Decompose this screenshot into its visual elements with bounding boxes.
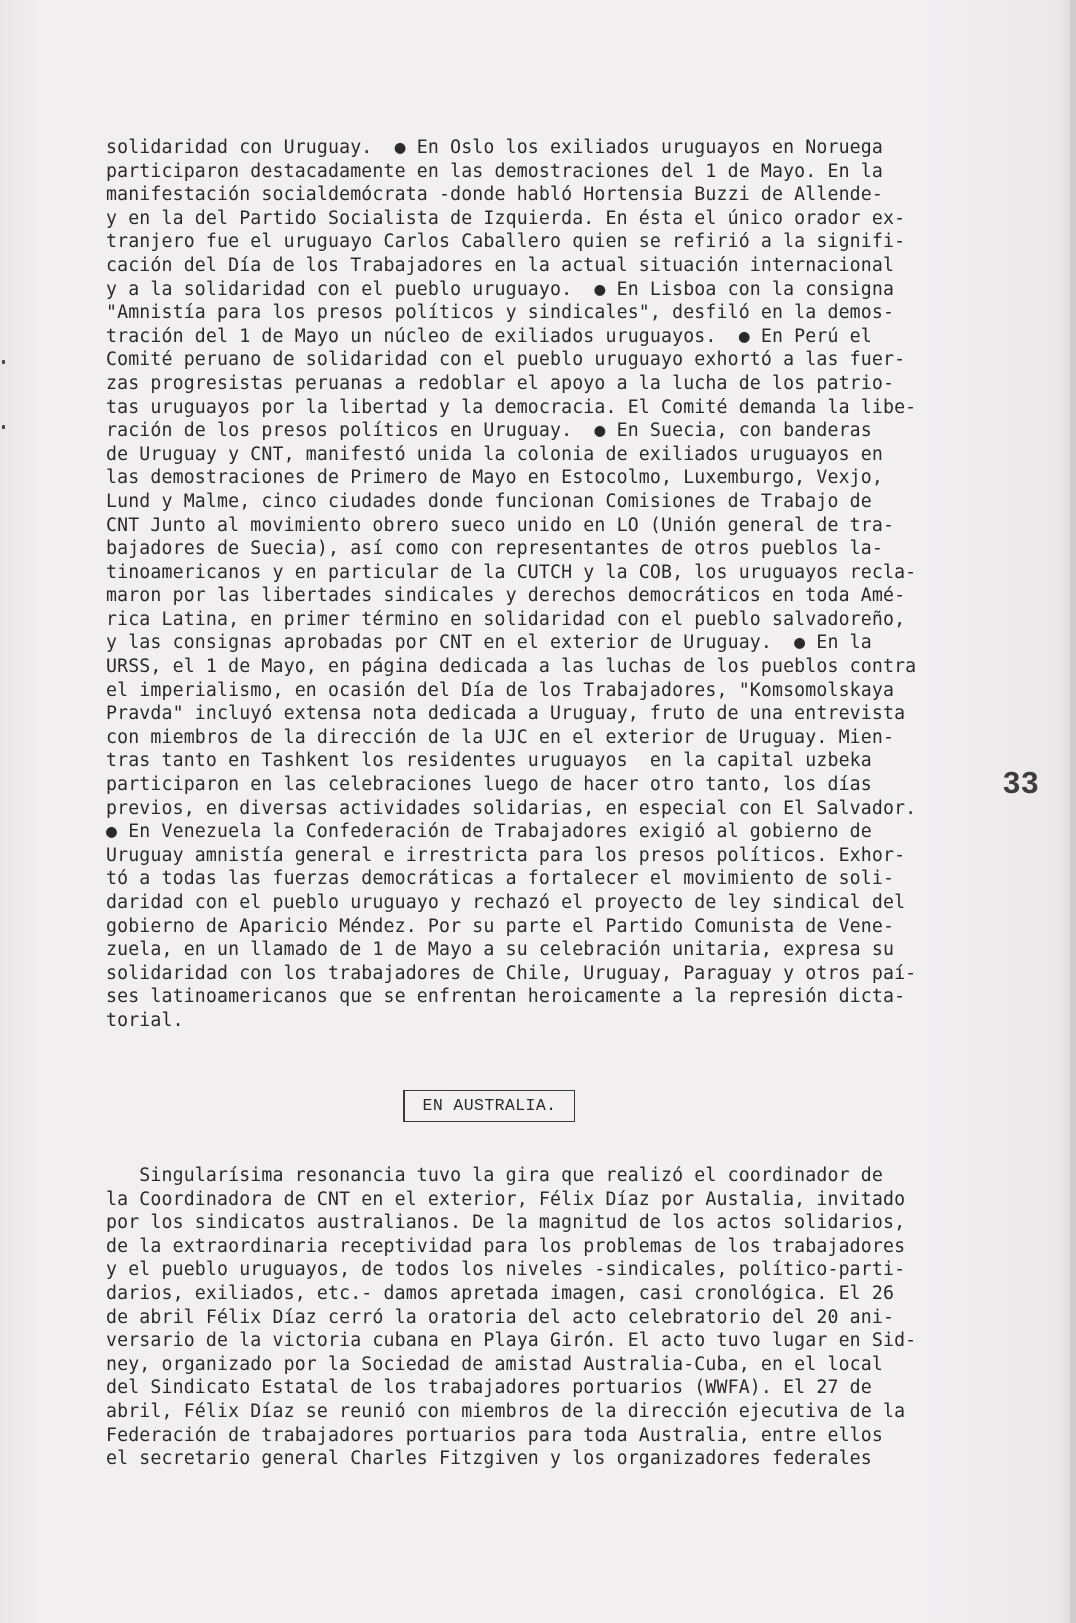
section-heading-australia: EN AUSTRALIA. xyxy=(403,1090,575,1122)
body-paragraph-australia: Singularísima resonancia tuvo la gira que realizó el coordinador de la Coordinadora de CNT en el exterior, Félix Díaz por Austalia, invitado por los sindicatos australianos. De la magnitud de los actos solidarios, de la extraordinaria receptividad para los problemas de los trabajadores y el pueblo uruguayos, de todos los niveles -sindicales, político-parti- darios, exiliados, etc.- damos apretada imagen, casi cronológica. El 26 de abril Félix Díaz cerró la oratoria del acto celebratorio del 20 ani- versario de la victoria cubana en Playa Girón. El acto tuvo lugar en Sid- ney, organizado por la Sociedad de amistad Australia-Cuba, en el local del Sindicato Estatal de los trabajadores portuarios (WWFA). El 27 de abril, Félix Díaz se reunió con miembros de la dirección ejecutiva de la Federación de trabajadores portuarios para toda Australia, entre ellos el secretario general Charles Fitzgiven y los organizadores federales xyxy=(106,1165,917,1470)
body-paragraph-solidarity: solidaridad con Uruguay. ● En Oslo los exiliados uruguayos en Noruega participaron destacadamente en las demostraciones del 1 de Mayo. En la manifestación socialdemócrata -donde habló Hortensia Buzzi de Allende- y en la del Partido Socialista de Izquierda. En ésta el único orador ex- tranjero fue el uruguayo Carlos Caballero quien se refirió a la signifi- cación del Día de los Trabajadores en la actual situación internacional y a la solidaridad con el pueblo uruguayo. ● En Lisboa con la consigna "Amnistía para los presos políticos y sindicales", desfiló en la demos- tración del 1 de Mayo un núcleo de exiliados uruguayos. ● En Perú el Comité peruano de solidaridad con el pueblo uruguayo exhortó a las fuer- zas progresistas peruanas a redoblar el apoyo a la lucha de los patrio- tas uruguayos por la libertad y la democracia. El Comité demanda la libe- ración de los presos políticos en Uruguay. ● En Suecia, con banderas de Uruguay y CNT, manifestó unida la colonia de exiliados uruguayos en las demostraciones de Primero de Mayo en Estocolmo, Luxemburgo, Vexjo, Lund y Malme, cinco ciudades donde funcionan Comisiones de Trabajo de CNT Junto al movimiento obrero sueco unido en LO (Unión general de tra- bajadores de Suecia), así como con representantes de otros pueblos la- tinoamericanos y en particular de la CUTCH y la COB, los uruguayos recla- maron por las libertades sindicales y derechos democráticos en toda Amé- rica Latina, en primer término en solidaridad con el pueblo salvadoreño, y las consignas aprobadas por CNT en el exterior de Uruguay. ● En la URSS, el 1 de Mayo, en página dedicada a las luchas de los pueblos contra el imperialismo, en ocasión del Día de los Trabajadores, "Komsomolskaya Pravda" incluyó extensa nota dedicada a Uruguay, fruto de una entrevista con miembros de la dirección de la UJC en el exterior de Uruguay. Mien- tras tanto en Tashkent los residentes uruguayos en la capital uzbeka participaron en las celebraciones luego de hacer otro tanto, los días previos, en diversas actividades solidarias, en especial con El Salvador. ● En Venezuela la Confederación de Trabajadores exigió al gobierno de Uruguay amnistía general e irrestricta para los presos políticos. Exhor- tó a todas las fuerzas democráticas a fortalecer el movimiento de soli- daridad con el pueblo uruguayo y rechazó el proyecto de ley sindical del gobierno de Aparicio Méndez. Por su parte el Partido Comunista de Vene- zuela, en un llamado de 1 de Mayo a su celebración unitaria, expresa su solidaridad con los trabajadores de Chile, Uruguay, Paraguay y otros paí- ses latinoamericanos que se enfrentan heroicamente a la represión dicta- torial. xyxy=(106,137,917,1031)
scan-speck xyxy=(2,360,5,364)
scan-speck xyxy=(2,425,5,429)
page-edge-shadow xyxy=(1070,0,1076,1623)
page-number: 33 xyxy=(1003,765,1040,800)
